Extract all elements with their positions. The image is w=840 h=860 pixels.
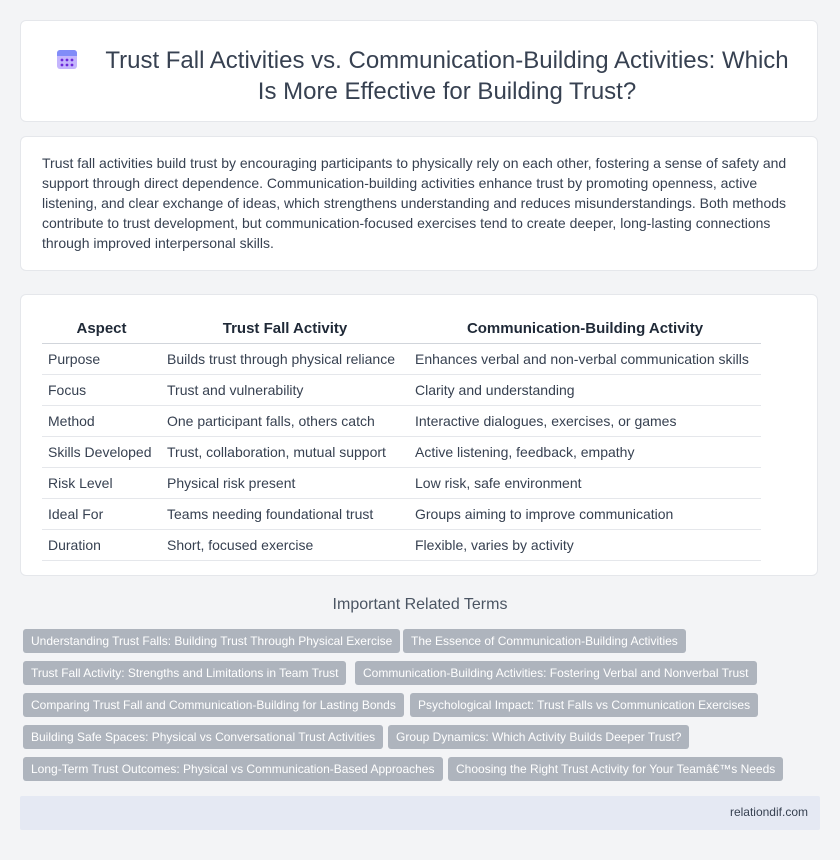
intro-card [20,136,818,271]
cell-communication: Clarity and understanding [409,375,761,406]
related-term-tag[interactable]: Psychological Impact: Trust Falls vs Communication Exercises [410,693,758,717]
cell-communication: Groups aiming to improve communication [409,499,761,530]
cell-trust-fall: Trust, collaboration, mutual support [161,437,409,468]
footer-site-link[interactable]: relationdif.com [729,805,808,819]
cell-trust-fall: Teams needing foundational trust [161,499,409,530]
header-aspect: Aspect [42,313,161,344]
table-row [42,375,761,406]
cell-aspect: Duration [42,530,161,561]
table-row [42,406,761,437]
table-row [42,499,761,530]
comparison-table [42,313,761,561]
related-terms-heading: Important Related Terms [332,596,508,613]
table-row [42,468,761,499]
cell-aspect: Ideal For [42,499,161,530]
related-term-tag[interactable]: Comparing Trust Fall and Communication-Building for Lasting Bonds [23,693,404,717]
related-term-tag[interactable]: Group Dynamics: Which Activity Builds Deeper Trust? [388,725,689,749]
related-term-tag[interactable]: Choosing the Right Trust Activity for Your Teamâ€™s Needs [448,757,783,781]
cell-trust-fall: Builds trust through physical reliance [161,344,409,375]
cell-communication: Interactive dialogues, exercises, or games [409,406,761,437]
related-term-tag[interactable]: The Essence of Communication-Building Activities [403,629,686,653]
cell-aspect: Skills Developed [42,437,161,468]
cell-trust-fall: Trust and vulnerability [161,375,409,406]
calendar-icon [55,47,79,71]
related-term-tag[interactable]: Understanding Trust Falls: Building Trust Through Physical Exercise [23,629,400,653]
related-term-tag[interactable]: Building Safe Spaces: Physical vs Conversational Trust Activities [23,725,383,749]
footer [20,796,820,830]
cell-trust-fall: Short, focused exercise [161,530,409,561]
cell-aspect: Risk Level [42,468,161,499]
cell-aspect: Method [42,406,161,437]
comparison-card [20,294,818,576]
cell-communication: Enhances verbal and non-verbal communication skills [409,344,761,375]
related-term-tag[interactable]: Communication-Building Activities: Fostering Verbal and Nonverbal Trust [355,661,757,685]
title-card [20,20,818,122]
cell-trust-fall: One participant falls, others catch [161,406,409,437]
cell-communication: Active listening, feedback, empathy [409,437,761,468]
table-row [42,437,761,468]
table-row [42,344,761,375]
related-term-tag[interactable]: Trust Fall Activity: Strengths and Limitations in Team Trust [23,661,346,685]
cell-trust-fall: Physical risk present [161,468,409,499]
header-communication: Communication-Building Activity [409,313,761,344]
page-title: Trust Fall Activities vs. Communication-Building Activities: Which Is More Effective for Building Trust? [105,47,789,105]
related-term-tag[interactable]: Long-Term Trust Outcomes: Physical vs Communication-Based Approaches [23,757,443,781]
table-row [42,530,761,561]
header-trust-fall: Trust Fall Activity [161,313,409,344]
cell-aspect: Purpose [42,344,161,375]
intro-paragraph: Trust fall activities build trust by encouraging participants to physically rely on each other, fostering a sense of safety and support through direct dependence. Communication-building activities enhance trust by promoting openness, active listening, and clear exchange of ideas, which strengthens understanding and reduces misunderstandings. Both methods contribute to trust development, but communication-focused exercises tend to create deeper, long-lasting connections through improved interpersonal skills. [42,155,787,251]
cell-communication: Low risk, safe environment [409,468,761,499]
table-header-row [42,313,761,344]
cell-aspect: Focus [42,375,161,406]
cell-communication: Flexible, varies by activity [409,530,761,561]
